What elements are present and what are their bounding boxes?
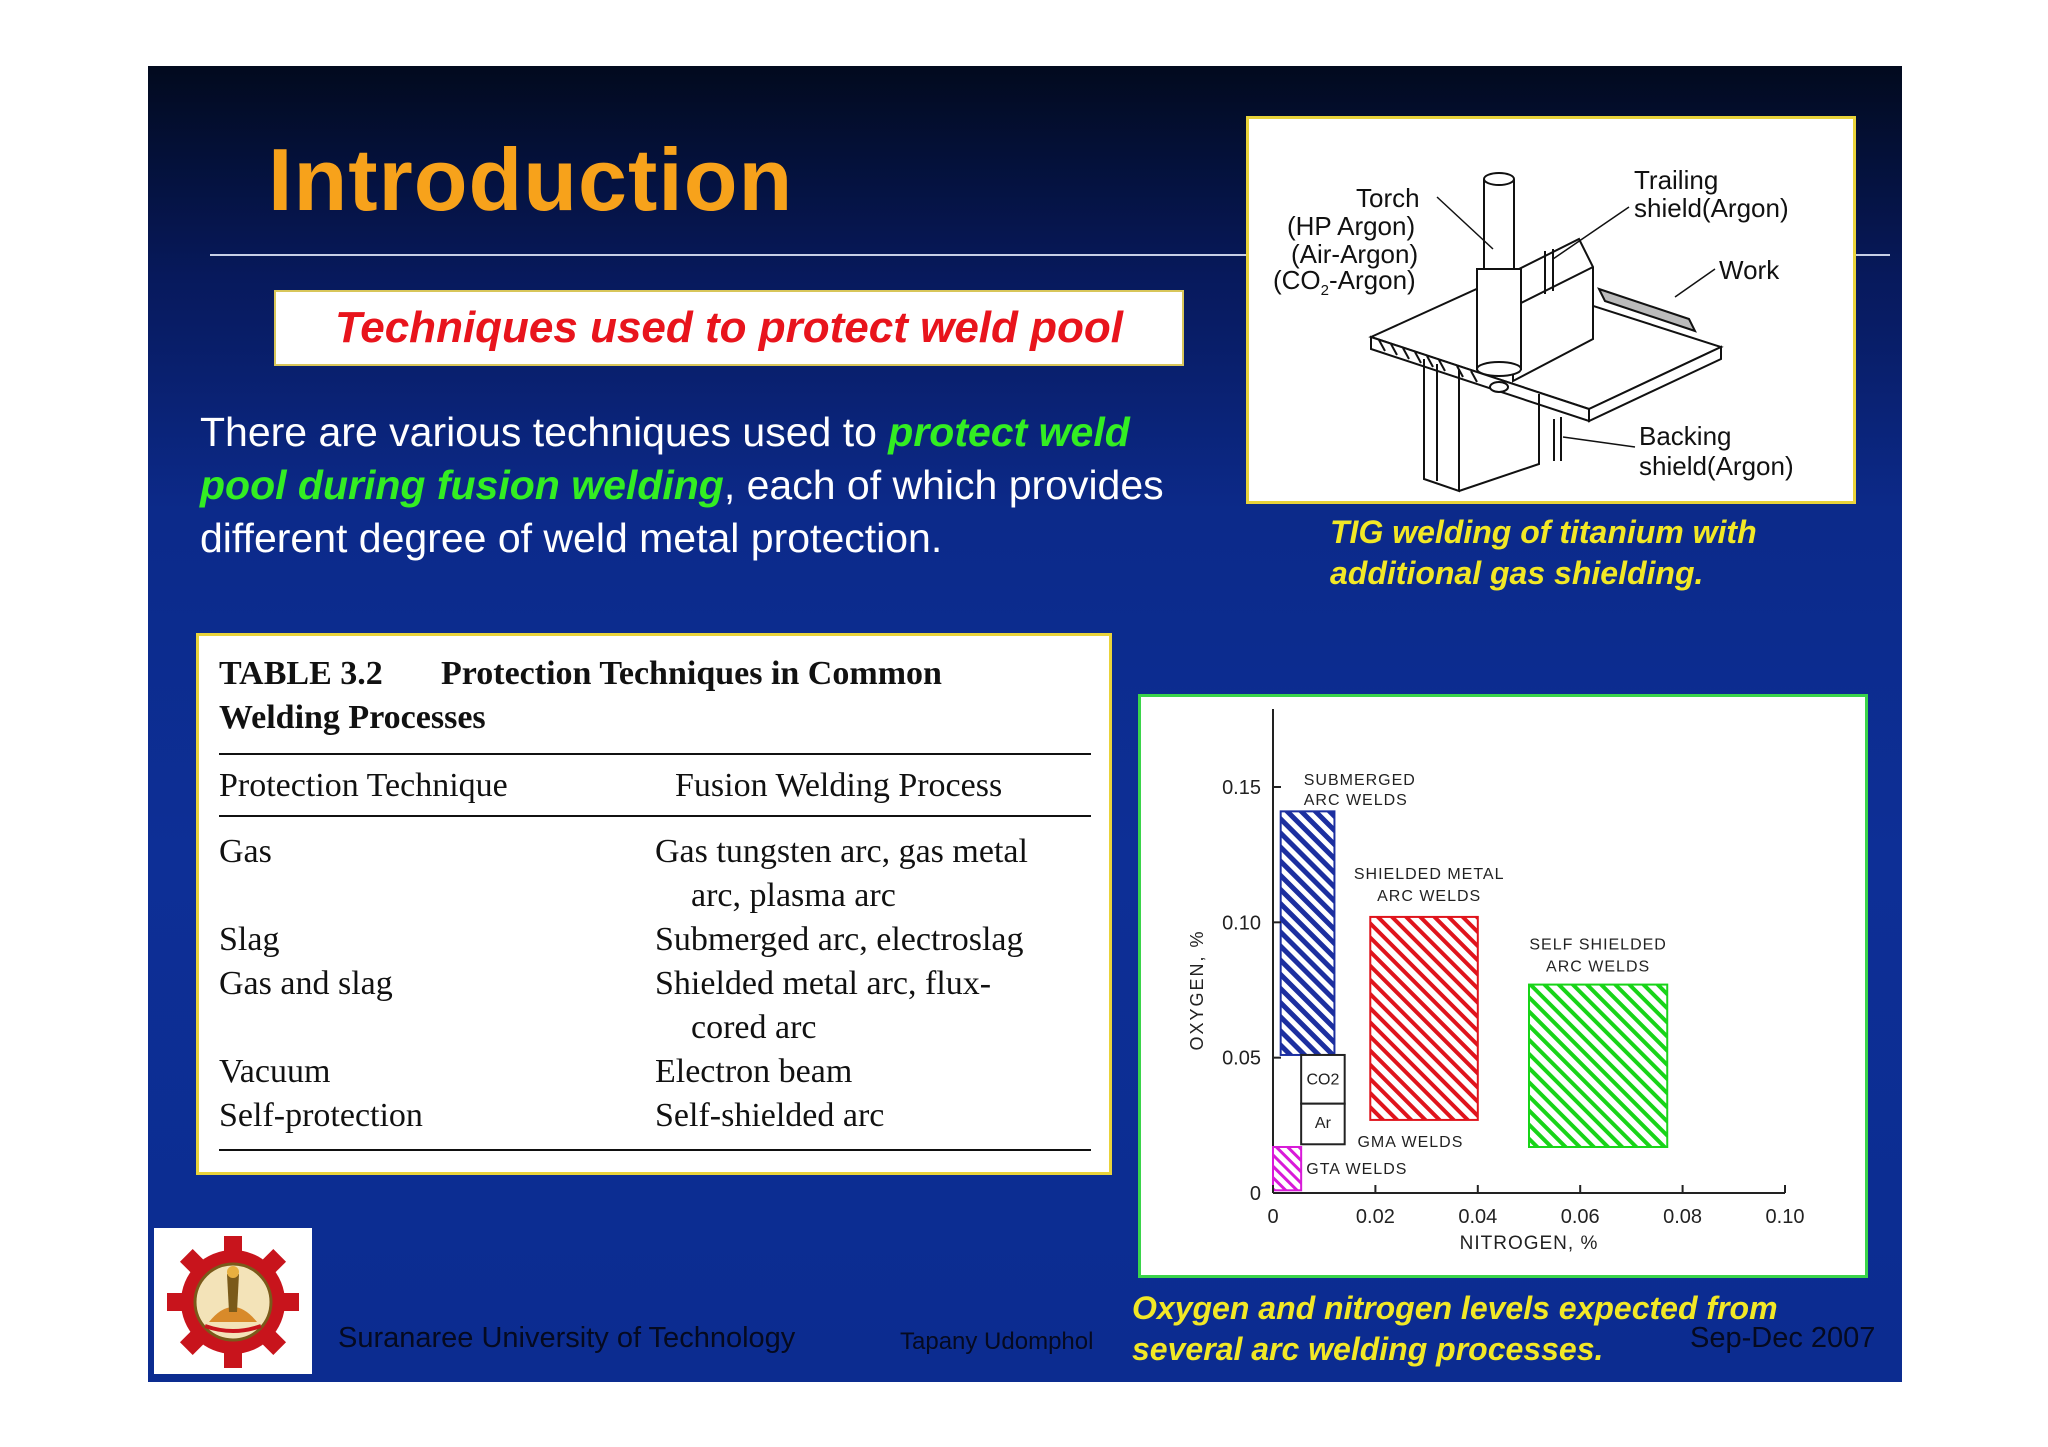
trailing-label: Trailing [1634,165,1719,195]
table-title-line2: Welding Processes [219,699,486,736]
self-shielded-label-line2: ARC WELDS [1546,958,1651,976]
row-process-slag: Submerged arc, electroslag [655,921,1024,958]
work-leader [1675,269,1715,297]
torch-label: Torch [1356,183,1420,213]
co2-label: CO2 [1306,1071,1340,1089]
gear-logo-icon [154,1228,312,1374]
x-tick-label: 0.08 [1663,1206,1703,1228]
col-header-technique: Protection Technique [219,767,508,804]
y-tick-label: 0 [1249,1183,1261,1205]
university-logo [154,1228,312,1374]
x-tick-label: 0.06 [1560,1206,1600,1228]
trailing-leader [1553,207,1629,259]
gma-label: GMA WELDS [1357,1133,1464,1151]
x-tick-label: 0.02 [1355,1206,1395,1228]
row-process-gas-cont: arc, plasma arc [691,877,896,914]
hp-argon-label: (HP Argon) [1287,211,1416,241]
subtitle-text: Techniques used to protect weld pool [335,303,1123,352]
tig-diagram [1249,119,1853,501]
x-tick-label: 0 [1267,1206,1279,1228]
col-header-process: Fusion Welding Process [675,767,1003,804]
table-graphic [199,636,1109,1172]
footer-date: Sep-Dec 2007 [1690,1322,1876,1354]
backing-label: Backing [1639,421,1732,451]
submerged-label-line1: SUBMERGED [1303,772,1416,789]
chart-xlabel: NITROGEN, % [1459,1233,1599,1254]
torch-tip [1490,382,1508,392]
row-process-gas-slag-cont: cored arc [691,1009,817,1046]
subtitle-box [274,290,1184,366]
backing-shield-left [1424,359,1459,491]
chart-caption-line2: several arc welding processes. [1132,1331,1604,1367]
row-process-vacuum: Electron beam [655,1053,853,1090]
smaw-label-line1: SHIELDED METAL [1353,866,1505,884]
self-shielded-label-line1: SELF SHIELDED [1529,936,1667,954]
x-tick-label: 0.04 [1458,1206,1498,1228]
smaw-label-line2: ARC WELDS [1377,888,1482,906]
shielded-metal-arc-region [1370,917,1478,1120]
backing-shield-label: shield(Argon) [1639,451,1794,481]
slide-title: Introduction [268,130,794,229]
backing-shield-bottom [1459,394,1539,491]
tig-caption [1330,512,1890,594]
row-process-gas-slag: Shielded metal arc, flux- [655,965,992,1002]
intro-highlight: protect weld pool during fusion welding [200,409,1130,508]
y-tick-label: 0.15 [1222,777,1261,799]
row-technique-slag: Slag [219,921,280,958]
work-label: Work [1719,255,1780,285]
torch-top [1484,173,1514,185]
weld-chart-svg [1141,697,1865,1275]
co2-argon-label: $(CO_2-Argon)$ [1273,265,1416,299]
tig-caption-line2: additional gas shielding. [1330,555,1704,591]
chart-caption-line1: Oxygen and nitrogen levels expected from [1132,1290,1778,1326]
slide [148,66,1902,1382]
gta-label: GTA WELDS [1306,1161,1408,1179]
air-argon-label: (Air-Argon) [1291,239,1419,269]
row-process-self: Self-shielded arc [655,1097,885,1134]
table-title-line1: Protection Techniques in Common [441,655,942,692]
x-tick-label: 0.10 [1765,1206,1805,1228]
chart-ylabel: OXYGEN, % [1187,929,1207,1051]
backing-leader [1563,437,1635,447]
intro-paragraph [200,406,1200,565]
y-tick-label: 0.10 [1222,912,1261,935]
self-shielded-region [1529,985,1667,1147]
torch-nozzle [1477,269,1521,369]
submerged-label-line2: ARC WELDS [1303,792,1408,809]
footer-author: Tapany Udomphol [900,1328,1094,1355]
trailing-shield-label: shield(Argon) [1634,193,1789,223]
tig-figure [1246,116,1856,504]
tig-caption-line1: TIG welding of titanium with [1330,514,1757,550]
gta-region [1273,1147,1301,1190]
weld-chart [1138,694,1868,1278]
row-technique-self: Self-protection [219,1097,423,1134]
row-process-gas: Gas tungsten arc, gas metal [655,833,1028,870]
protection-table [196,633,1112,1175]
row-technique-vacuum: Vacuum [219,1053,331,1090]
footer-organization: Suranaree University of Technology [338,1322,796,1354]
y-tick-label: 0.05 [1222,1047,1261,1070]
table-number: TABLE 3.2 [219,655,383,692]
intro-part1: There are various techniques used to [200,409,889,455]
ar-label: Ar [1314,1115,1331,1133]
intro-part2: , each of which provides different degree of weld metal protection. [200,462,1164,561]
row-technique-gas: Gas [219,833,272,870]
submerged-arc-region [1281,811,1335,1055]
row-technique-gas-slag: Gas and slag [219,965,393,1002]
